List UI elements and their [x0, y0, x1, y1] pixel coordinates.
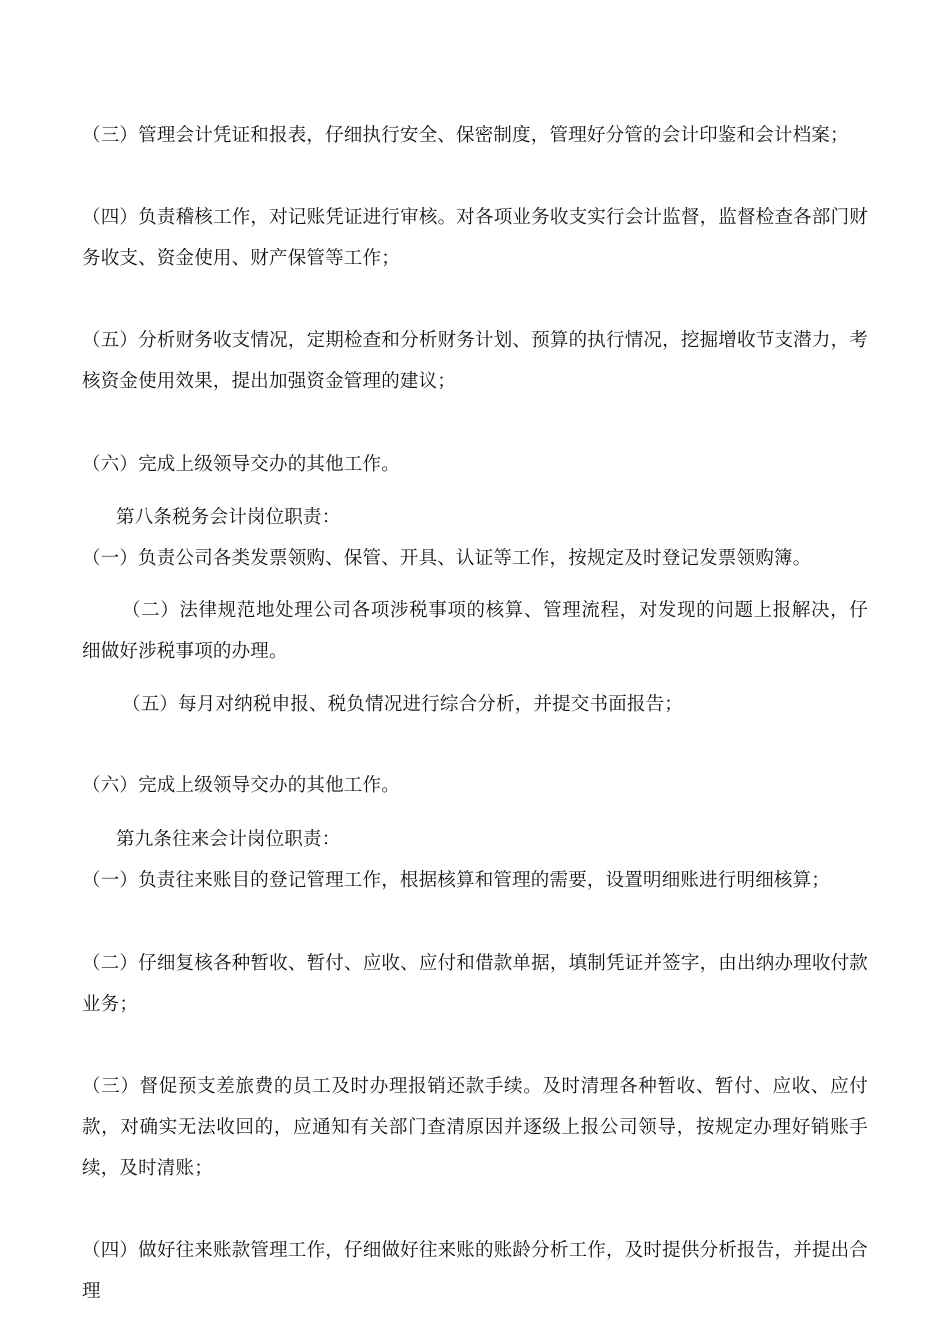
- paragraph-tax-6-other-work: （六）完成上级领导交办的其他工作。: [82, 775, 400, 796]
- article-8-heading: 第八条税务会计岗位职责：: [116, 507, 341, 528]
- paragraph-6-other-work: （六）完成上级领导交办的其他工作。: [82, 454, 400, 475]
- paragraph-ar-4-aging: （四）做好往来账款管理工作，仔细做好往来账的账龄分析工作，及时提供分析报告，并提出合理: [82, 1240, 868, 1302]
- paragraph-ar-3-clearing: （三）督促预支差旅费的员工及时办理报销还款手续。及时清理各种暂收、暂付、应收、应付款，对确实无法收回的，应通知有关部门查清原因并逐级上报公司领导，按规定办理好销账手续，及时清账；: [82, 1076, 868, 1179]
- paragraph-tax-1-invoices: （一）负责公司各类发票领购、保管、开具、认证等工作，按规定及时登记发票领购簿。: [82, 548, 812, 569]
- paragraph-5-analysis: （五）分析财务收支情况，定期检查和分析财务计划、预算的执行情况，挖掘增收节支潜力，考核资金使用效果，提出加强资金管理的建议；: [82, 330, 868, 392]
- paragraph-tax-5-report: （五）每月对纳税申报、税负情况进行综合分析，并提交书面报告；: [122, 694, 684, 715]
- paragraph-ar-2-review: （二）仔细复核各种暂收、暂付、应收、应付和借款单据，填制凭证并签字，由出纳办理收付款业务；: [82, 953, 868, 1015]
- paragraph-ar-1-ledger: （一）负责往来账目的登记管理工作，根据核算和管理的需要，设置明细账进行明细核算；: [82, 870, 831, 891]
- paragraph-4-audit: （四）负责稽核工作，对记账凭证进行审核。对各项业务收支实行会计监督，监督检查各部门财务收支、资金使用、财产保管等工作；: [82, 207, 868, 269]
- paragraph-tax-2-compliance: [82, 590, 868, 672]
- paragraph-3-manage-vouchers: （三）管理会计凭证和报表，仔细执行安全、保密制度，管理好分管的会计印鉴和会计档案；: [82, 125, 849, 146]
- article-9-heading: 第九条往来会计岗位职责：: [116, 829, 341, 850]
- paragraph-tax-2-text: （二）法律规范地处理公司各项涉税事项的核算、管理流程，对发现的问题上报解决，仔细做好涉税事项的办理。: [82, 600, 868, 662]
